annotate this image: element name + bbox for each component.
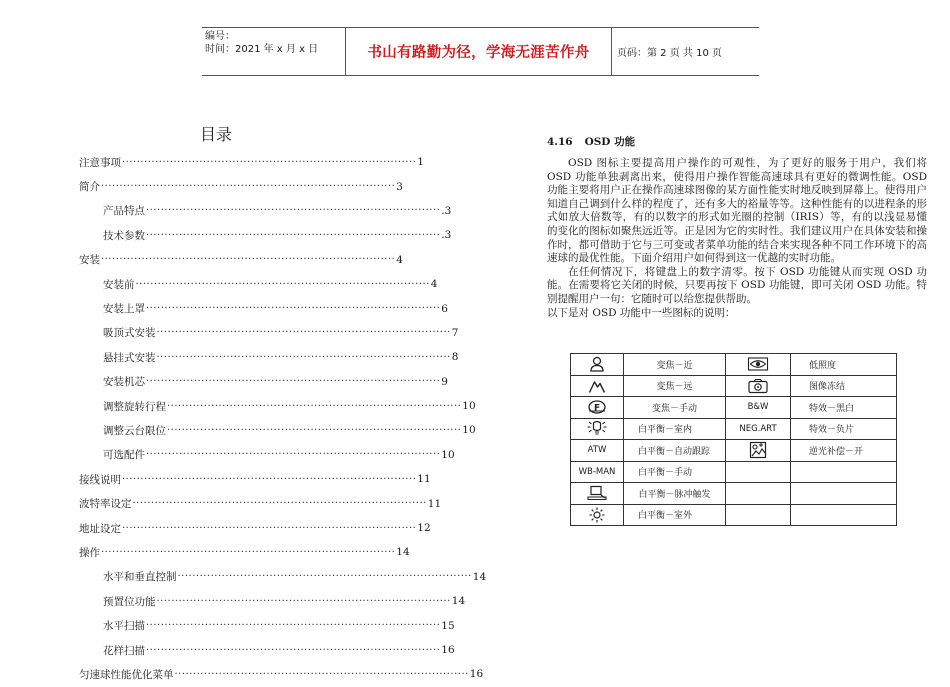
- toc-entry-label: 技术参数: [103, 229, 145, 242]
- toc-leader-dots: ················································································: [146, 644, 441, 656]
- section-heading: [547, 134, 635, 149]
- left-desc: 变焦－近: [656, 360, 693, 371]
- toc-entry-page: 14: [451, 595, 466, 608]
- left-icon-text: WB-MAN: [578, 466, 616, 477]
- table-of-contents: [79, 150, 487, 687]
- right-desc-cell: [791, 397, 897, 419]
- paragraph-2: 在任何情况下，将键盘上的数字清零。按下 OSD 功能键从而实现 OSD 功能。在需要将它关闭的时候，只要再按下 OSD 功能键，即可关闭 OSD 功能。特别提醒用户一句：它随时可以给您提供帮助。: [547, 265, 927, 305]
- toc-leader-dots: ················································································: [146, 205, 441, 217]
- toc-entry-label: 安装: [79, 254, 100, 267]
- left-desc-cell: [624, 461, 726, 483]
- person-near-icon: [571, 356, 623, 372]
- pulse-trigger-icon: [571, 485, 623, 501]
- left-desc: 变焦－手动: [651, 403, 697, 414]
- toc-entry[interactable]: [79, 296, 448, 320]
- table-row: [571, 397, 897, 419]
- table-row: [571, 440, 897, 462]
- indoor-lamp-icon: [571, 420, 623, 438]
- right-desc-cell: [791, 418, 897, 440]
- section-title: OSD 功能: [584, 136, 636, 148]
- left-desc-cell: [624, 354, 726, 376]
- toc-entry-label: 接线说明: [79, 473, 121, 486]
- toc-entry-page: 12: [417, 522, 431, 535]
- toc-entry[interactable]: [79, 491, 442, 515]
- table-row: [571, 354, 897, 376]
- paragraph-3: 以下是对 OSD 功能中一些图标的说明：: [547, 306, 736, 319]
- toc-leader-dots: ················································································: [156, 595, 451, 607]
- toc-entry-label: 操作: [79, 546, 100, 559]
- toc-entry-label: 调整云台限位: [103, 424, 166, 437]
- toc-entry-page: 11: [417, 473, 431, 486]
- toc-entry-page: 14: [472, 570, 487, 583]
- toc-entry-page: 6: [441, 302, 448, 315]
- right-icon-cell: [726, 418, 791, 440]
- toc-entry-label: 匀速球性能优化菜单: [79, 668, 174, 681]
- toc-leader-dots: ················································································: [156, 327, 451, 339]
- left-desc: 白平衡－室外: [638, 511, 693, 522]
- right-desc-cell: [791, 375, 897, 397]
- toc-entry[interactable]: [79, 540, 410, 564]
- toc-entry-label: 调整旋转行程: [103, 400, 166, 413]
- toc-entry-page: 16: [441, 644, 455, 656]
- toc-leader-dots: ················································································: [167, 400, 462, 412]
- toc-leader-dots: ················································································: [122, 473, 417, 485]
- section-number: 4.16: [547, 136, 573, 148]
- toc-title: 目录: [200, 125, 233, 144]
- right-icon-cell: [726, 397, 791, 419]
- left-icon-cell: [571, 440, 624, 462]
- toc-leader-dots: ················································································: [135, 278, 430, 290]
- toc-leader-dots: ················································································: [146, 449, 441, 461]
- left-icon-cell: [571, 418, 624, 440]
- toc-entry-label: 地址设定: [79, 522, 121, 535]
- toc-entry[interactable]: [79, 589, 466, 613]
- right-icon-text: NEG.ART: [739, 423, 777, 434]
- toc-entry-label: 水平和垂直控制: [103, 571, 177, 584]
- right-desc: 特效－负片: [809, 425, 855, 436]
- toc-entry-page: 7: [451, 326, 459, 339]
- toc-entry-page: 4: [430, 278, 438, 291]
- toc-entry[interactable]: [79, 150, 424, 174]
- toc-leader-dots: ················································································: [146, 229, 441, 241]
- toc-entry[interactable]: [79, 321, 459, 345]
- toc-entry[interactable]: [79, 516, 431, 540]
- toc-entry-page: 16: [469, 668, 484, 681]
- toc-entry-label: 水平扫描: [103, 620, 145, 633]
- toc-entry-page: 3: [396, 180, 403, 193]
- toc-entry[interactable]: [79, 199, 452, 223]
- toc-entry[interactable]: [79, 223, 452, 247]
- toc-entry-page: 8: [451, 351, 459, 364]
- right-icon-cell: [726, 461, 791, 483]
- left-icon-text: ATW: [587, 445, 607, 456]
- left-desc-cell: [624, 418, 726, 440]
- toc-leader-dots: ················································································: [122, 522, 417, 534]
- section-body: [547, 157, 927, 320]
- right-icon-cell: [726, 354, 791, 376]
- right-desc-cell: [791, 440, 897, 462]
- toc-entry-page: 9: [441, 375, 448, 388]
- left-desc-cell: [624, 397, 726, 419]
- right-icon-cell: [726, 483, 791, 505]
- toc-entry-page: .3: [441, 204, 452, 217]
- left-icon-cell: [571, 397, 624, 419]
- toc-leader-dots: ················································································: [132, 498, 427, 510]
- toc-entry-label: 波特率设定: [79, 498, 132, 511]
- left-icon-cell: [571, 504, 624, 526]
- toc-entry-page: 1: [417, 156, 424, 169]
- toc-entry[interactable]: [79, 443, 455, 467]
- toc-leader-dots: ················································································: [122, 156, 417, 168]
- right-icon-cell: [726, 375, 791, 397]
- left-desc-cell: [624, 440, 726, 462]
- time-label: 时间：2021 年 x 月 x 日: [205, 44, 319, 55]
- toc-entry-page: 10: [462, 400, 476, 413]
- osd-icon-table: [570, 353, 897, 526]
- right-icon-cell: [726, 440, 791, 462]
- number-label: 编号：: [205, 31, 235, 42]
- toc-entry-page: 4: [396, 253, 403, 266]
- toc-entry-label: 悬挂式安装: [103, 351, 156, 364]
- toc-leader-dots: ················································································: [146, 376, 441, 388]
- backlight-icon: [726, 441, 790, 459]
- toc-entry[interactable]: [79, 248, 403, 272]
- left-icon-cell: [571, 483, 624, 505]
- toc-entry[interactable]: [79, 565, 487, 589]
- table-row: [571, 483, 897, 505]
- paragraph-1: OSD 图标主要提高用户操作的可观性，为了更好的服务于用户，我们将 OSD 功能单独剥离出来，使得用户操作智能高速球具有更好的微调性能。OSD 功能主要将用户正在操作高速球图像的某方面性能实时地反映到屏幕上。使得用户知道自己调到什么样的程度了，还有多大的裕量等等。这种性能有的以进程条的形式如放大倍数等，有的以数字的形式如光圈的控制（IRIS）等，有的以浅显易懂的变化的图标如聚焦远近等。正是因为它的实时性。我们建议用户在具体安装和操作时，都可借助于它与三可变或者菜单功能的结合来实现各种不同工作环境下的高速球的最优性能。下面介绍用户如何得到这一优越的实时功能。: [547, 157, 927, 265]
- toc-entry-page: 15: [441, 619, 455, 632]
- toc-leader-dots: ················································································: [146, 620, 441, 632]
- left-desc: 变焦－远: [656, 382, 693, 393]
- left-icon-cell: [571, 461, 624, 483]
- header-motto: 书山有路勤为径，学海无涯苦作舟: [345, 28, 612, 75]
- toc-entry[interactable]: [79, 174, 403, 198]
- toc-entry-label: 安装机芯: [103, 376, 145, 389]
- toc-entry-label: 吸顶式安装: [103, 327, 156, 340]
- toc-entry-page: 11: [427, 497, 442, 510]
- table-row: [571, 375, 897, 397]
- toc-entry-label: 简介: [79, 181, 100, 194]
- toc-entry-label: 安装上罩: [103, 303, 145, 316]
- toc-entry[interactable]: [79, 272, 438, 296]
- header-meta: [202, 28, 345, 75]
- right-desc: 特效－黑白: [809, 403, 855, 414]
- toc-entry-page: 10: [441, 448, 455, 461]
- right-desc: 图像冻结: [809, 382, 846, 393]
- camera-icon: [726, 378, 790, 394]
- right-icon-text: B&W: [747, 402, 769, 413]
- toc-entry[interactable]: [79, 613, 455, 637]
- right-desc-cell: [791, 483, 897, 505]
- eye-icon: [726, 356, 790, 372]
- mountain-icon: [571, 378, 623, 394]
- toc-entry-page: .3: [441, 229, 452, 242]
- toc-entry[interactable]: [79, 394, 476, 418]
- toc-entry-page: 10: [462, 424, 476, 437]
- manual-focus-icon: [571, 399, 623, 415]
- toc-entry[interactable]: [79, 638, 455, 662]
- toc-leader-dots: ················································································: [156, 351, 451, 363]
- toc-entry-label: 产品特点: [103, 205, 145, 218]
- table-row: [571, 418, 897, 440]
- toc-leader-dots: ················································································: [174, 668, 469, 680]
- right-desc: 逆光补偿－开: [809, 446, 864, 457]
- toc-leader-dots: ················································································: [146, 303, 441, 315]
- left-desc: 白平衡－自动跟踪: [638, 446, 711, 457]
- toc-entry[interactable]: [79, 662, 484, 686]
- left-desc: 白平衡－手动: [638, 468, 693, 479]
- toc-entry-label: 预置位功能: [103, 595, 156, 608]
- left-icon-cell: [571, 375, 624, 397]
- left-icon-cell: [571, 354, 624, 376]
- document-header: [202, 27, 759, 76]
- toc-leader-dots: ················································································: [101, 546, 396, 558]
- toc-leader-dots: ················································································: [101, 254, 396, 266]
- toc-entry[interactable]: [79, 467, 431, 491]
- left-desc-cell: [624, 483, 726, 505]
- toc-entry[interactable]: [79, 370, 448, 394]
- toc-entry-label: 可选配件: [103, 449, 145, 462]
- left-desc: 白平衡－脉冲触发: [638, 489, 711, 500]
- right-desc-cell: [791, 461, 897, 483]
- toc-entry[interactable]: [79, 345, 459, 369]
- table-row: [571, 461, 897, 483]
- toc-entry-label: 花样扫描: [103, 644, 145, 657]
- left-desc-cell: [624, 504, 726, 526]
- left-desc-cell: [624, 375, 726, 397]
- right-desc: 低照度: [809, 360, 837, 371]
- right-desc-cell: [791, 504, 897, 526]
- table-row: [571, 504, 897, 526]
- toc-entry-label: 安装前: [103, 278, 135, 291]
- page-number-label: 页码：第 2 页 共 10 页: [617, 48, 722, 59]
- sun-icon: [571, 506, 623, 524]
- svg-text:F: F: [594, 403, 601, 414]
- toc-entry-page: 14: [396, 546, 410, 559]
- toc-leader-dots: ················································································: [177, 571, 472, 583]
- right-desc-cell: [791, 354, 897, 376]
- toc-leader-dots: ················································································: [101, 181, 396, 193]
- right-icon-cell: [726, 504, 791, 526]
- toc-leader-dots: ················································································: [167, 424, 462, 436]
- toc-entry[interactable]: [79, 418, 476, 442]
- left-desc: 白平衡－室内: [638, 425, 693, 436]
- toc-entry-label: 注意事项: [79, 156, 121, 169]
